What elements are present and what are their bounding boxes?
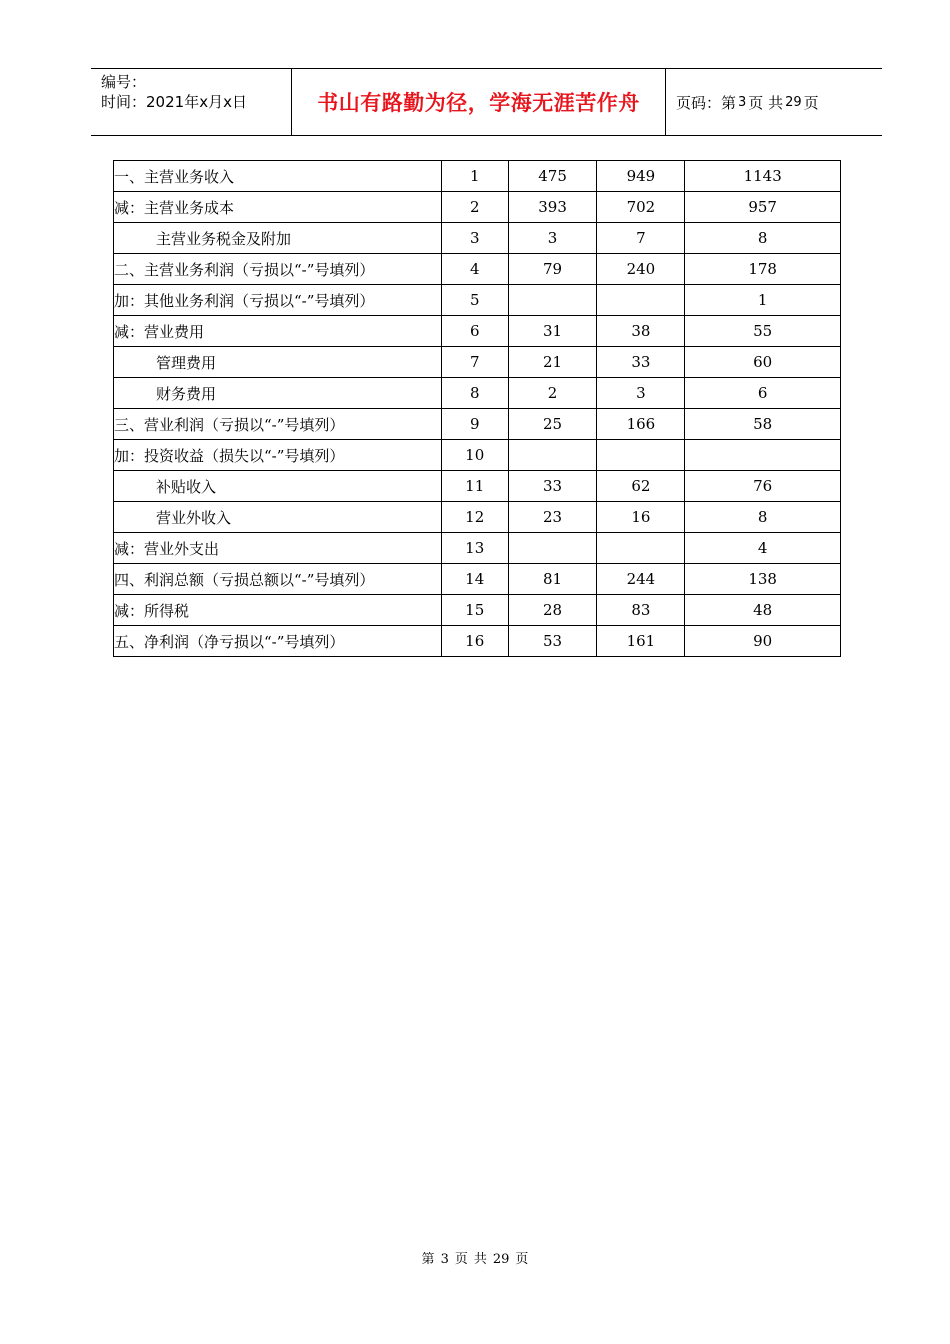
row-item-label: 减：营业费用 — [114, 316, 442, 347]
table-row — [114, 471, 841, 502]
row-value-3: 6 — [685, 378, 841, 409]
row-value-3: 138 — [685, 564, 841, 595]
footer-prefix: 第 — [421, 1252, 435, 1267]
row-value-1: 475 — [508, 161, 597, 192]
table-row — [114, 347, 841, 378]
row-value-2: 161 — [597, 626, 685, 657]
row-value-2: 166 — [597, 409, 685, 440]
row-value-1: 393 — [508, 192, 597, 223]
row-value-3: 4 — [685, 533, 841, 564]
row-line-number: 5 — [441, 285, 508, 316]
table-row — [114, 533, 841, 564]
row-value-3: 1143 — [685, 161, 841, 192]
row-item-label: 主营业务税金及附加 — [114, 223, 442, 254]
row-value-1: 23 — [508, 502, 597, 533]
row-item-label: 营业外收入 — [114, 502, 442, 533]
row-line-number: 16 — [441, 626, 508, 657]
page-footer — [0, 1248, 950, 1267]
footer-suffix: 页 — [515, 1252, 529, 1267]
time-value: 2021年x月x日 — [146, 93, 247, 111]
row-value-3: 1 — [685, 285, 841, 316]
row-line-number: 4 — [441, 254, 508, 285]
table-row — [114, 192, 841, 223]
row-line-number: 11 — [441, 471, 508, 502]
page-current: 3 — [738, 94, 747, 110]
row-value-2: 38 — [597, 316, 685, 347]
row-value-2: 83 — [597, 595, 685, 626]
time-line — [101, 92, 291, 112]
row-value-3: 90 — [685, 626, 841, 657]
row-value-3: 957 — [685, 192, 841, 223]
footer-mid: 页 — [454, 1252, 468, 1267]
number-label: 编号： — [101, 73, 147, 91]
table-row — [114, 595, 841, 626]
row-item-label: 减：主营业务成本 — [114, 192, 442, 223]
row-line-number: 13 — [441, 533, 508, 564]
table-row — [114, 409, 841, 440]
row-item-label: 加：投资收益（损失以“-”号填列） — [114, 440, 442, 471]
footer-total-prefix: 共 — [473, 1252, 487, 1267]
row-line-number: 7 — [441, 347, 508, 378]
page-suffix: 页 — [803, 93, 819, 112]
row-line-number: 12 — [441, 502, 508, 533]
row-value-3: 8 — [685, 223, 841, 254]
row-value-3: 60 — [685, 347, 841, 378]
row-value-1: 3 — [508, 223, 597, 254]
row-value-2: 33 — [597, 347, 685, 378]
row-line-number: 6 — [441, 316, 508, 347]
page-total: 29 — [785, 94, 802, 110]
row-value-2: 3 — [597, 378, 685, 409]
row-value-1: 31 — [508, 316, 597, 347]
row-item-label: 三、营业利润（亏损以“-”号填列） — [114, 409, 442, 440]
row-item-label: 加：其他业务利润（亏损以“-”号填列） — [114, 285, 442, 316]
table-row — [114, 223, 841, 254]
row-value-3: 76 — [685, 471, 841, 502]
row-value-3: 48 — [685, 595, 841, 626]
row-value-1: 53 — [508, 626, 597, 657]
header-page-info — [666, 69, 882, 135]
row-value-1 — [508, 285, 597, 316]
row-line-number: 8 — [441, 378, 508, 409]
row-value-1: 2 — [508, 378, 597, 409]
time-label: 时间： — [101, 93, 147, 111]
footer-current: 3 — [440, 1252, 449, 1267]
row-item-label: 减：所得税 — [114, 595, 442, 626]
header-motto: 书山有路勤为径，学海无涯苦作舟 — [292, 69, 666, 135]
row-value-3 — [685, 440, 841, 471]
row-line-number: 3 — [441, 223, 508, 254]
row-item-label: 一、主营业务收入 — [114, 161, 442, 192]
table-row — [114, 378, 841, 409]
row-item-label: 减：营业外支出 — [114, 533, 442, 564]
row-item-label: 财务费用 — [114, 378, 442, 409]
header-meta — [91, 69, 292, 135]
row-value-2 — [597, 285, 685, 316]
row-value-1: 21 — [508, 347, 597, 378]
page-mid: 页 共 — [748, 93, 784, 112]
row-value-1: 79 — [508, 254, 597, 285]
row-line-number: 2 — [441, 192, 508, 223]
row-value-3: 58 — [685, 409, 841, 440]
table-row — [114, 502, 841, 533]
income-statement-table — [113, 160, 841, 657]
table-row — [114, 626, 841, 657]
footer-total: 29 — [492, 1252, 510, 1267]
row-value-2: 16 — [597, 502, 685, 533]
row-value-1: 33 — [508, 471, 597, 502]
row-item-label: 管理费用 — [114, 347, 442, 378]
table-row — [114, 254, 841, 285]
row-line-number: 1 — [441, 161, 508, 192]
row-value-3: 8 — [685, 502, 841, 533]
row-value-1: 81 — [508, 564, 597, 595]
row-item-label: 二、主营业务利润（亏损以“-”号填列） — [114, 254, 442, 285]
row-line-number: 10 — [441, 440, 508, 471]
row-value-2: 62 — [597, 471, 685, 502]
row-value-1 — [508, 440, 597, 471]
row-value-2 — [597, 533, 685, 564]
row-value-1 — [508, 533, 597, 564]
row-value-2 — [597, 440, 685, 471]
row-value-1: 28 — [508, 595, 597, 626]
row-line-number: 14 — [441, 564, 508, 595]
table-row — [114, 316, 841, 347]
table-row — [114, 285, 841, 316]
table-row — [114, 161, 841, 192]
row-line-number: 9 — [441, 409, 508, 440]
row-value-2: 7 — [597, 223, 685, 254]
row-line-number: 15 — [441, 595, 508, 626]
page-label: 页码：第 — [676, 93, 737, 112]
row-value-2: 702 — [597, 192, 685, 223]
row-value-3: 178 — [685, 254, 841, 285]
table-body — [114, 161, 841, 657]
page-header — [91, 68, 882, 136]
row-item-label: 四、利润总额（亏损总额以“-”号填列） — [114, 564, 442, 595]
row-value-1: 25 — [508, 409, 597, 440]
table-row — [114, 564, 841, 595]
row-value-2: 949 — [597, 161, 685, 192]
row-item-label: 五、净利润（净亏损以“-”号填列） — [114, 626, 442, 657]
row-value-3: 55 — [685, 316, 841, 347]
row-value-2: 240 — [597, 254, 685, 285]
table-row — [114, 440, 841, 471]
row-value-2: 244 — [597, 564, 685, 595]
row-item-label: 补贴收入 — [114, 471, 442, 502]
